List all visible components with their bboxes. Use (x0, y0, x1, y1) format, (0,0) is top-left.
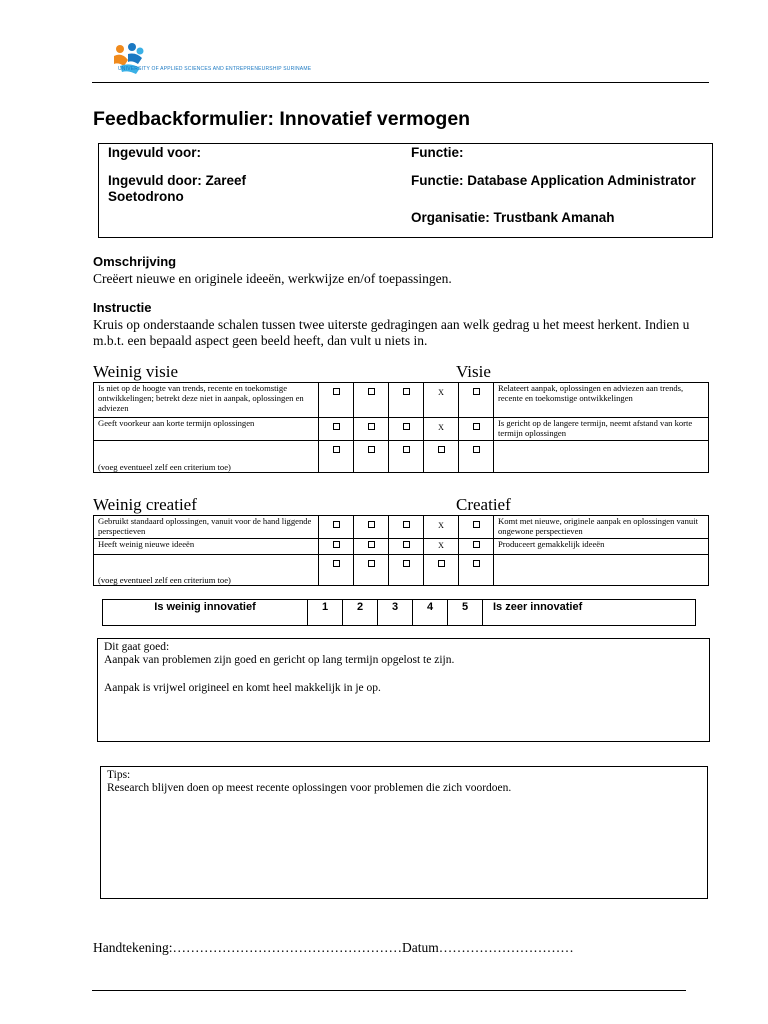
scale-mark[interactable] (459, 418, 494, 441)
rating-1[interactable]: 1 (308, 600, 343, 626)
scale-right-text: Relateert aanpak, oplossingen en adviezen aan trends, recente en toekomstige ontwikkelingen (494, 383, 709, 418)
instructie-line1: Kruis op onderstaande schalen tussen twee uiterste gedragingen aan welk gedrag u het meest herkent. Indien u (93, 317, 690, 332)
checkbox-icon[interactable] (333, 388, 340, 395)
checkbox-icon[interactable] (473, 541, 480, 548)
scale-mark[interactable] (319, 555, 354, 586)
scale-mark[interactable] (354, 441, 389, 473)
rating-4[interactable]: 4 (413, 600, 448, 626)
checkbox-icon[interactable] (368, 541, 375, 548)
scale-mark[interactable] (319, 539, 354, 555)
organisatie: Organisatie: Trustbank Amanah (411, 210, 615, 225)
checkbox-icon[interactable] (368, 423, 375, 430)
checkbox-icon[interactable] (368, 388, 375, 395)
scale-mark[interactable] (389, 539, 424, 555)
checkbox-icon[interactable] (333, 423, 340, 430)
goed-line2: Aanpak is vrijwel origineel en komt heel makkelijk in je op. (104, 682, 381, 694)
rating-table (102, 599, 696, 626)
omschrijving-text: Creëert nieuwe en originele ideeën, werkwijze en/of toepassingen. (93, 271, 452, 286)
scale2-left-title: Weinig creatief (93, 495, 197, 514)
scale1-left-title: Weinig visie (93, 362, 179, 381)
ingevuld-door-1: Ingevuld door: Zareef (108, 173, 247, 188)
scale-mark[interactable] (319, 516, 354, 539)
header-rule (92, 82, 709, 83)
scale-mark[interactable] (389, 516, 424, 539)
scale-mark[interactable] (354, 555, 389, 586)
functie-value: Functie: Database Application Administrator (411, 173, 696, 188)
scale-left-text: Geeft voorkeur aan korte termijn oplossingen (94, 418, 319, 441)
scale-right-text (494, 441, 709, 473)
rating-5[interactable]: 5 (448, 600, 483, 626)
scale-mark[interactable] (319, 441, 354, 473)
scale-mark[interactable] (459, 539, 494, 555)
scale1-right-title: Visie (456, 362, 491, 381)
scale-mark[interactable] (459, 441, 494, 473)
logo-icon (110, 42, 150, 78)
scale-mark[interactable] (459, 383, 494, 418)
page-title: Feedbackformulier: Innovatief vermogen (93, 108, 471, 130)
scale-mark[interactable] (354, 516, 389, 539)
scale-mark-x[interactable]: X (424, 516, 459, 539)
scale-row (94, 516, 709, 539)
scale-mark[interactable] (389, 555, 424, 586)
scale-mark[interactable] (319, 418, 354, 441)
checkbox-icon[interactable] (473, 388, 480, 395)
checkbox-icon[interactable] (333, 541, 340, 548)
goed-box[interactable] (97, 638, 710, 742)
checkbox-icon[interactable] (403, 388, 410, 395)
footer-rule (92, 990, 686, 991)
instructie-line2: m.b.t. een bepaald aspect geen beeld heeft, dan vult u niets in. (93, 333, 428, 348)
scale-left-text: Is niet op de hoogte van trends, recente en toekomstige ontwikkelingen; betrekt deze niet in aanpak, oplossingen en adviezen (94, 383, 319, 418)
scale-mark[interactable] (389, 441, 424, 473)
checkbox-icon[interactable] (333, 521, 340, 528)
rating-3[interactable]: 3 (378, 600, 413, 626)
scale-row (94, 383, 709, 418)
scale-mark[interactable] (389, 383, 424, 418)
rating-2[interactable]: 2 (343, 600, 378, 626)
scale1-table (93, 382, 709, 473)
checkbox-icon[interactable] (403, 521, 410, 528)
scale-left-text: Heeft weinig nieuwe ideeën (94, 539, 319, 555)
checkbox-icon[interactable] (438, 560, 445, 567)
scale2-table (93, 515, 709, 586)
scale-mark[interactable] (459, 555, 494, 586)
goed-line1: Aanpak van problemen zijn goed en gericht op lang termijn opgelost te zijn. (104, 654, 455, 666)
scale-row (94, 555, 709, 586)
checkbox-icon[interactable] (368, 560, 375, 567)
scale-mark[interactable] (354, 383, 389, 418)
scale-mark[interactable] (319, 383, 354, 418)
rating-right: Is zeer innovatief (483, 600, 696, 626)
functie-label: Functie: (411, 145, 464, 160)
scale-mark-x[interactable]: X (424, 383, 459, 418)
ingevuld-door-2: Soetodrono (108, 189, 184, 204)
checkbox-icon[interactable] (333, 560, 340, 567)
logo-text: UNIVERSITY OF APPLIED SCIENCES AND ENTREPRENEURSHIP SURINAME (118, 66, 312, 72)
scale-left-text: (voeg eventueel zelf een criterium toe) (94, 441, 319, 473)
tips-label: Tips: (107, 769, 131, 781)
scale-right-text: Komt met nieuwe, originele aanpak en oplossingen vanuit ongewone perspectieven (494, 516, 709, 539)
instructie-heading: Instructie (93, 300, 152, 315)
ingevuld-voor: Ingevuld voor: (108, 145, 202, 160)
scale-row (94, 441, 709, 473)
signature-line[interactable]: Handtekening:……………………………………………Datum………………………… (93, 940, 574, 955)
checkbox-icon[interactable] (473, 423, 480, 430)
checkbox-icon[interactable] (333, 446, 340, 453)
checkbox-icon[interactable] (473, 560, 480, 567)
checkbox-icon[interactable] (403, 446, 410, 453)
checkbox-icon[interactable] (368, 446, 375, 453)
goed-label: Dit gaat goed: (104, 641, 170, 653)
checkbox-icon[interactable] (403, 423, 410, 430)
scale-mark[interactable] (459, 516, 494, 539)
tips-box[interactable] (100, 766, 708, 899)
scale-mark[interactable] (424, 555, 459, 586)
checkbox-icon[interactable] (473, 521, 480, 528)
scale-right-text: Is gericht op de langere termijn, neemt afstand van korte termijn oplossingen (494, 418, 709, 441)
scale-mark-x[interactable]: X (424, 539, 459, 555)
omschrijving-heading: Omschrijving (93, 254, 177, 269)
checkbox-icon[interactable] (438, 446, 445, 453)
scale-mark[interactable] (424, 441, 459, 473)
logo (110, 42, 312, 78)
scale-left-text: Gebruikt standaard oplossingen, vanuit voor de hand liggende perspectieven (94, 516, 319, 539)
info-box (98, 143, 713, 238)
scale-mark[interactable] (354, 418, 389, 441)
scale-mark-x[interactable]: X (424, 418, 459, 441)
scale-row (94, 539, 709, 555)
checkbox-icon[interactable] (403, 560, 410, 567)
tips-line1: Research blijven doen op meest recente oplossingen voor problemen die zich voordoen. (107, 782, 512, 794)
scale2-right-title: Creatief (456, 495, 511, 514)
checkbox-icon[interactable] (473, 446, 480, 453)
scale-right-text: Produceert gemakkelijk ideeën (494, 539, 709, 555)
scale-row (94, 418, 709, 441)
scale-left-text: (voeg eventueel zelf een criterium toe) (94, 555, 319, 586)
scale-mark[interactable] (354, 539, 389, 555)
rating-left: Is weinig innovatief (103, 600, 308, 626)
checkbox-icon[interactable] (368, 521, 375, 528)
checkbox-icon[interactable] (403, 541, 410, 548)
scale-mark[interactable] (389, 418, 424, 441)
scale-right-text (494, 555, 709, 586)
